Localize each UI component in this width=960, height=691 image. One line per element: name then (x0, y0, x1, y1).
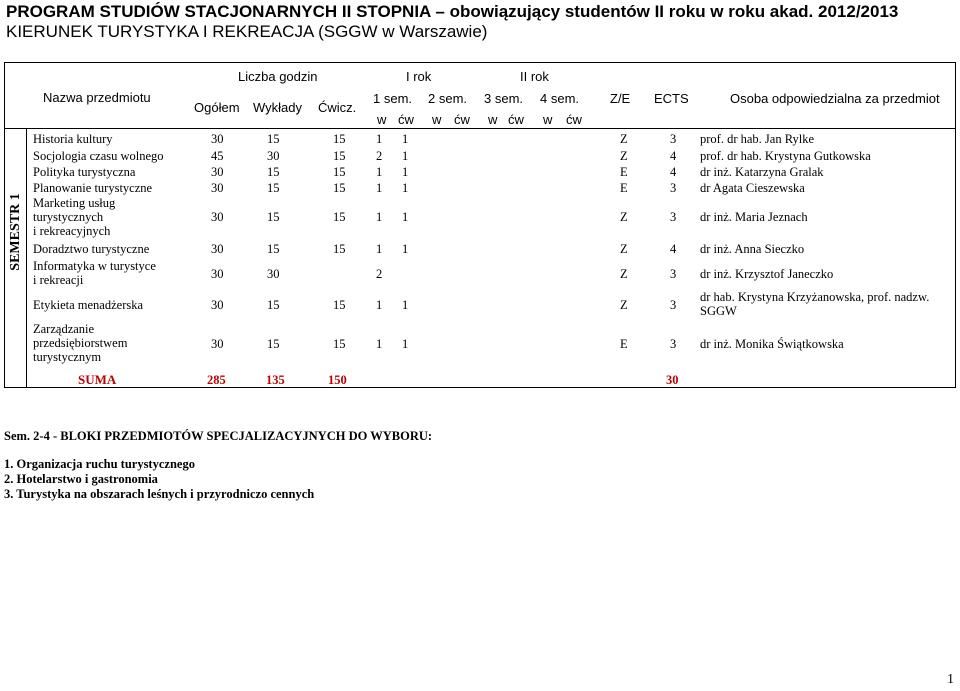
row-7-c1: 1 (402, 298, 409, 312)
row-1-c1: 1 (402, 149, 409, 163)
header-ects: ECTS (654, 91, 689, 106)
header-sem-1: 1 sem. (373, 91, 413, 106)
row-5-wyk: 15 (267, 242, 280, 256)
row-3-name: Planowanie turystyczne (33, 181, 153, 195)
row-8-name-line-2: przedsiębiorstwem (33, 336, 128, 350)
row-5-w1: 1 (376, 242, 383, 256)
row-3-osoba: dr Agata Cieszewska (700, 181, 805, 195)
row-4-c1: 1 (402, 210, 409, 224)
row-2-ects: 4 (670, 165, 677, 179)
header-cw-1: ćw (398, 112, 414, 127)
row-0-ogolem: 30 (211, 132, 224, 146)
suma-cw: 150 (328, 373, 347, 387)
row-6-name-line-2: i rekreacji (33, 273, 84, 287)
row-7-cw: 15 (333, 298, 346, 312)
row-4-cw: 15 (333, 210, 346, 224)
row-6-w1: 2 (376, 267, 383, 281)
header-rok-2: II rok (520, 69, 549, 84)
row-7-ogolem: 30 (211, 298, 224, 312)
row-0-name: Historia kultury (33, 132, 113, 146)
row-8-osoba: dr inż. Monika Świątkowska (700, 337, 844, 351)
header-wyklady: Wykłady (253, 100, 303, 115)
row-1-ects: 4 (670, 149, 677, 163)
header-nazwa: Nazwa przedmiotu (43, 90, 151, 105)
row-4-name-line-2: turystycznych (33, 210, 104, 224)
row-4-name-line-3: i rekreacyjnych (33, 224, 111, 238)
title-line-1: PROGRAM STUDIÓW STACJONARNYCH II STOPNIA – obowiązujący studentów II roku w roku akad. 2012/2013 (6, 2, 899, 21)
row-5-cw: 15 (333, 242, 346, 256)
row-5-name: Doradztwo turystyczne (33, 242, 150, 256)
row-4-osoba: dr inż. Maria Jeznach (700, 210, 808, 224)
row-1-ogolem: 45 (211, 149, 224, 163)
row-6-name-line-1: Informatyka w turystyce (33, 259, 156, 273)
row-7-ze: Z (620, 298, 628, 312)
row-4-name-line-1: Marketing usług (33, 196, 116, 210)
row-6-name (33, 259, 156, 287)
row-2-ze: E (620, 165, 628, 179)
row-0-c1: 1 (402, 132, 409, 146)
row-8-wyk: 15 (267, 337, 280, 351)
row-4-name (33, 196, 115, 238)
row-3-ects: 3 (670, 181, 677, 195)
row-2-w1: 1 (376, 165, 383, 179)
header-cw-3: ćw (508, 112, 524, 127)
row-8-name-line-3: turystycznym (33, 350, 102, 364)
row-5-osoba: dr inż. Anna Sieczko (700, 242, 805, 256)
row-1-cw: 15 (333, 149, 346, 163)
row-3-c1: 1 (402, 181, 409, 195)
document-title (6, 2, 898, 42)
block-item-3: 3. Turystyka na obszarach leśnych i przyrodniczo cennych (4, 487, 315, 501)
row-7-ects: 3 (670, 298, 677, 312)
suma-wyk: 135 (266, 373, 285, 387)
row-6-ze: Z (620, 267, 628, 281)
header-osoba: Osoba odpowiedzialna za przedmiot (730, 91, 940, 106)
row-8-ze: E (620, 337, 628, 351)
row-0-wyk: 15 (267, 132, 280, 146)
title-line-2: KIERUNEK TURYSTYKA I REKREACJA (SGGW w Warszawie) (6, 22, 488, 41)
header-w-4: w (543, 112, 553, 127)
row-0-ects: 3 (670, 132, 677, 146)
row-6-ogolem: 30 (211, 267, 224, 281)
row-3-wyk: 15 (267, 181, 280, 195)
header-w-2: w (432, 112, 442, 127)
row-3-ze: E (620, 181, 628, 195)
header-liczba-godzin: Liczba godzin (238, 69, 318, 84)
row-0-osoba: prof. dr hab. Jan Rylke (700, 132, 815, 146)
row-7-w1: 1 (376, 298, 383, 312)
row-4-w1: 1 (376, 210, 383, 224)
row-6-wyk: 30 (267, 267, 280, 281)
row-5-ects: 4 (670, 242, 677, 256)
row-4-ze: Z (620, 210, 628, 224)
row-3-ogolem: 30 (211, 181, 224, 195)
header-cwicz: Ćwicz. (318, 100, 357, 115)
row-8-cw: 15 (333, 337, 346, 351)
header-w-3: w (488, 112, 498, 127)
header-ogolem: Ogółem (194, 100, 240, 115)
row-3-w1: 1 (376, 181, 383, 195)
suma-label: SUMA (78, 372, 117, 387)
row-7-osoba-line-1: dr hab. Krystyna Krzyżanowska, prof. nadzw. (700, 290, 930, 304)
row-8-c1: 1 (402, 337, 409, 351)
row-1-osoba: prof. dr hab. Krystyna Gutkowska (700, 149, 871, 163)
row-8-ogolem: 30 (211, 337, 224, 351)
row-1-wyk: 30 (267, 149, 280, 163)
row-1-name: Socjologia czasu wolnego (33, 149, 164, 163)
block-item-2: 2. Hotelarstwo i gastronomia (4, 472, 158, 486)
header-cw-4: ćw (566, 112, 582, 127)
row-2-cw: 15 (333, 165, 346, 179)
row-1-w1: 2 (376, 149, 383, 163)
header-divider (4, 128, 956, 129)
row-5-c1: 1 (402, 242, 409, 256)
row-0-w1: 1 (376, 132, 383, 146)
row-8-ects: 3 (670, 337, 677, 351)
header-cw-2: ćw (454, 112, 470, 127)
block-item-1: 1. Organizacja ruchu turystycznego (4, 457, 195, 471)
row-2-c1: 1 (402, 165, 409, 179)
row-0-ze: Z (620, 132, 628, 146)
row-0-cw: 15 (333, 132, 346, 146)
row-7-name: Etykieta menadżerska (33, 298, 144, 312)
row-4-wyk: 15 (267, 210, 280, 224)
row-1-ze: Z (620, 149, 628, 163)
row-6-osoba: dr inż. Krzysztof Janeczko (700, 267, 834, 281)
row-2-wyk: 15 (267, 165, 280, 179)
row-2-ogolem: 30 (211, 165, 224, 179)
row-5-ze: Z (620, 242, 628, 256)
suma-ects: 30 (666, 373, 679, 387)
row-8-name (33, 322, 127, 364)
semester-label: SEMESTR 1 (8, 193, 23, 271)
header-sem-4: 4 sem. (540, 91, 580, 106)
suma-ogolem: 285 (207, 373, 226, 387)
semester-column (4, 128, 27, 388)
header-rok-1: I rok (406, 69, 432, 84)
header-ze: Z/E (610, 91, 631, 106)
row-6-ects: 3 (670, 267, 677, 281)
row-7-osoba (700, 290, 929, 318)
row-3-cw: 15 (333, 181, 346, 195)
row-2-name: Polityka turystyczna (33, 165, 136, 179)
header-sem-3: 3 sem. (484, 91, 524, 106)
blocks-heading: Sem. 2-4 - BLOKI PRZEDMIOTÓW SPECJALIZACYJNYCH DO WYBORU: (4, 429, 433, 443)
row-4-ects: 3 (670, 210, 677, 224)
header-sem-2: 2 sem. (428, 91, 468, 106)
row-2-osoba: dr inż. Katarzyna Gralak (700, 165, 824, 179)
row-7-wyk: 15 (267, 298, 280, 312)
row-8-name-line-1: Zarządzanie (33, 322, 95, 336)
row-7-osoba-line-2: SGGW (700, 304, 737, 318)
page-number: 1 (947, 672, 954, 687)
header-w-1: w (377, 112, 387, 127)
row-5-ogolem: 30 (211, 242, 224, 256)
row-8-w1: 1 (376, 337, 383, 351)
row-4-ogolem: 30 (211, 210, 224, 224)
